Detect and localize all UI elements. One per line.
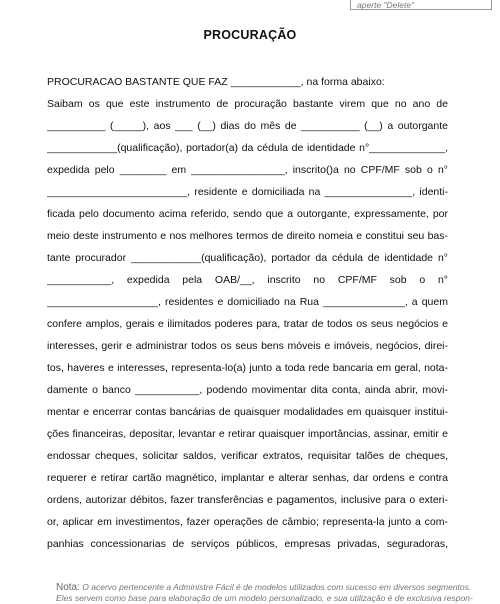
body-line: panhias concessionarias de serviços públicos, empresas privadas, seguradoras, — [47, 538, 448, 550]
body-line: interesses, gerir e administrar todos os seus bens móveis e imóveis, negócios, direi- — [47, 340, 448, 352]
footer-text: O acervo pertencente a Administre Fácil é de modelos utilizados com sucesso em diversos segmentos. — [82, 582, 472, 592]
body-line: ____________(qualificação), portador(a) da cédula de identidade n°_____________, — [47, 142, 448, 154]
body-line: tos, haveres e interesses, representa-lo(a) junto a toda rede bancaria em geral, nota- — [47, 362, 448, 374]
help-tip-line: aperte "Delete" — [357, 0, 415, 10]
body-line: tante procurador ____________(qualificação), portador da cédula de identidade n° — [47, 252, 448, 264]
body-line: __________ (_____), aos ___ (__) dias do mês de __________ (__) a outorgante — [47, 120, 448, 132]
body-line: ficada pelo documento acima referido, sendo que a outorgante, expressamente, por — [47, 208, 448, 220]
disclaimer-footer — [56, 582, 476, 604]
footer-text: Eles servem como base para elaboração de um modelo personalizado, e sua utilização é de exclusiva respon- — [56, 593, 473, 603]
body-line: ________________________, residente e domiciliada na _______________, identi- — [47, 186, 448, 198]
body-line: endossar cheques, solicitar saldos, verificar extratos, requisitar talões de cheques, — [47, 450, 448, 462]
body-line: mentar e encerrar contas bancárias de quaisquer modalidades em quaisquer institui- — [47, 406, 448, 418]
body-line: ___________________, residentes e domiciliado na Rua ______________, a quem — [47, 296, 448, 308]
body-line: Saibam os que este instrumento de procuração bastante virem que no ano de — [47, 98, 448, 110]
body-line: ___________, expedida pela OAB/__, inscrito no CPF/MF sob o n° — [47, 274, 448, 286]
body-line: damente o banco ___________, podendo movimentar dita conta, ainda abrir, movi- — [47, 384, 448, 396]
body-line: PROCURACAO BASTANTE QUE FAZ ____________, na forma abaixo: — [47, 76, 385, 88]
note-label: Nota: — [56, 582, 80, 593]
body-line: requerer e retirar cartão magnético, implantar e alterar senhas, dar ordens e contra — [47, 472, 448, 484]
body-line: or, aplicar em investimentos, fazer operações de câmbio; representa-la junto a com- — [47, 516, 448, 528]
body-line: expedida pelo ________ em ________________, inscrito()a no CPF/MF sob o n° — [47, 164, 448, 176]
help-tip-box — [350, 0, 492, 10]
body-line: confere amplos, gerais e ilimitados poderes para, tratar de todos os seus negócios e — [47, 318, 448, 330]
document-title: PROCURAÇÃO — [203, 28, 297, 42]
body-line: meio deste instrumento e nos melhores termos de direito nomeia e constitui seu bas- — [47, 230, 448, 242]
body-line: ordens, autorizar débitos, fazer transferências e pagamentos, inclusive para o exteri- — [47, 494, 448, 506]
body-line: ções financeiras, depositar, levantar e retirar quaisquer importâncias, assinar, emitir e — [47, 428, 448, 440]
